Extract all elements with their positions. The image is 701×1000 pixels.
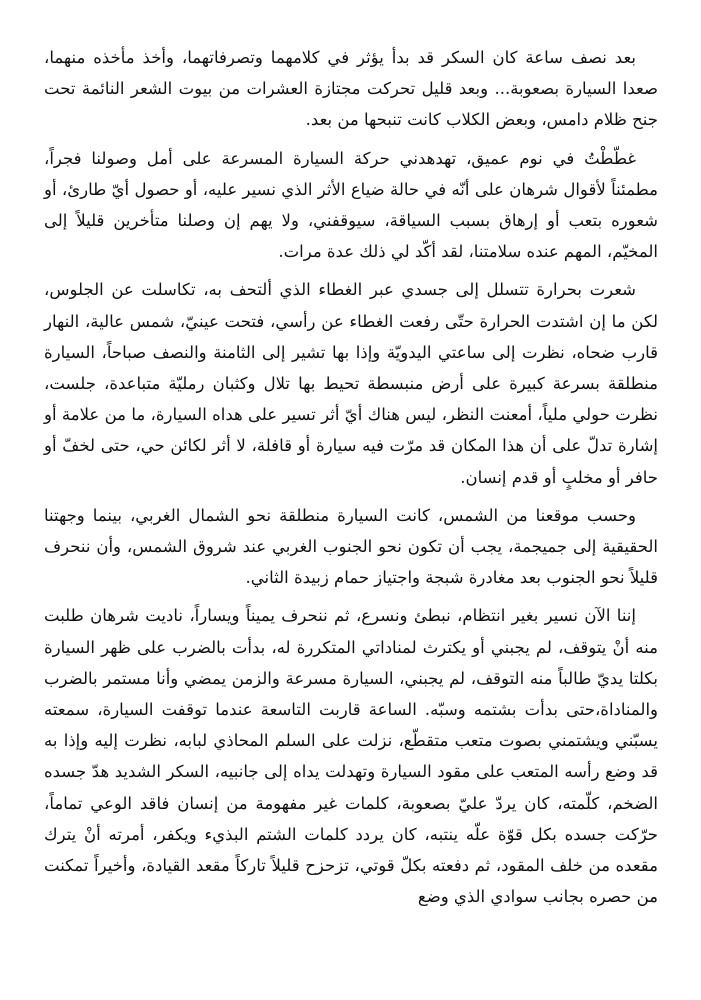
document-body — [44, 42, 658, 919]
paragraph: وحسب موقعنا من الشمس، كانت السيارة منطلقة نحو الشمال الغربي، بينما وجهتنا الحقيقية إلى جميجمة، يجب أن تكون نحو الجنوب الغربي عند شروق الشمس، وأن ننحرف قليلاً نحو الجنوب بعد مغادرة شبجة واجتياز حمام زبيدة الثاني. — [44, 505, 658, 588]
paragraph: شعرت بحرارة تتسلل إلى جسدي عبر الغطاء الذي ألتحف به، تكاسلت عن الجلوس، لكن ما إن اشتدت الحرارة حتّى رفعت الغطاء عن رأسي، فتحت عينيّ، شمس عالية، النهار قارب ضحاه، نظرت إلى ساعتي اليدويّة وإذا بها تشير إلى الثامنة والنصف صباحاً، السيارة منطلقة بسرعة كبيرة على أرض منبسطة تحيط بها تلال وكثبان رمليّة متباعدة، جلست، نظرت حولي ملياً، أمعنت النظر، ليس هناك أيّ أثر تسير على هداه السيارة، ما من علامة أو إشارة تدلّ على أن هذا المكان قد مرّت فيه سيارة أو قافلة، لا أثر لكائن حي، حتى لخفّ أو حافر أو مخلبٍ أو قدم إنسان. — [44, 280, 658, 487]
paragraph: بعد نصف ساعة كان السكر قد بدأ يؤثر في كلامهما وتصرفاتهما، وأخذ مأخذه منهما، صعدا السيارة بصعوبة... وبعد قليل تحركت مجتازة العشرات من بيوت الشعر النائمة تحت جنح ظلام دامس، وبعض الكلاب كانت تنبحها من بعد. — [44, 48, 658, 130]
paragraph: إننا الآن نسير بغير انتظام، نبطئ ونسرع، ثم ننحرف يميناً ويساراً، ناديت شرهان طلبت منه أنْ يتوقف، لم يجبني أو يكترث لمناداتي المتكررة له، بدأت بالضرب على ظهر السيارة بكلتا يديّ طالباً منه التوقف، لم يجبني، السيارة مسرعة والزمن يمضي وأنا مستمر بالضرب والمناداة،حتى بدأت بشتمه وسبّه. الساعة قاربت التاسعة عندما توقفت السيارة، سمعته يسبّني ويشتمني بصوت متعب متقطّع، نزلت على السلم المحاذي لبابه، نظرت إليه وإذا به قد وضع رأسه المتعب على مقود السيارة وتهدلت يداه إلى جانبيه، السكر الشديد هدّ جسده الضخم، كلّمته، كان يردّ عليّ بصعوبة، كلمات غير مفهومة من إنسان فاقد الوعي تماماً، حرّكت جسده بكل قوّة علّه ينتبه، كان يردد كلمات الشتم البذيء ويكفر، أمرته أنْ يترك مقعده من خلف المقود، ثم دفعته بكلّ قوتي، تزحزح قليلاً تاركاً مقعد القيادة، وأخيراً تمكنت من حصره بجانب سوادي الذي وضع — [44, 606, 658, 907]
paragraph: غطّطْتُ في نوم عميق، تهدهدني حركة السيارة المسرعة على أمل وصولنا فجراً، مطمئناً لأقوال شرهان على أنّه في حالة ضياع الأثر الذي نسير عليه، أو حصول أيّ طارئ، أو شعوره بتعب أو إرهاق بسبب السياقة، سيوقفني، ولا يهم إن وصلنا متأخرين قليلاً إلى المخيّم، المهم عنده سلامتنا، لقد أكّد لي ذلك عدة مرات. — [44, 148, 658, 262]
